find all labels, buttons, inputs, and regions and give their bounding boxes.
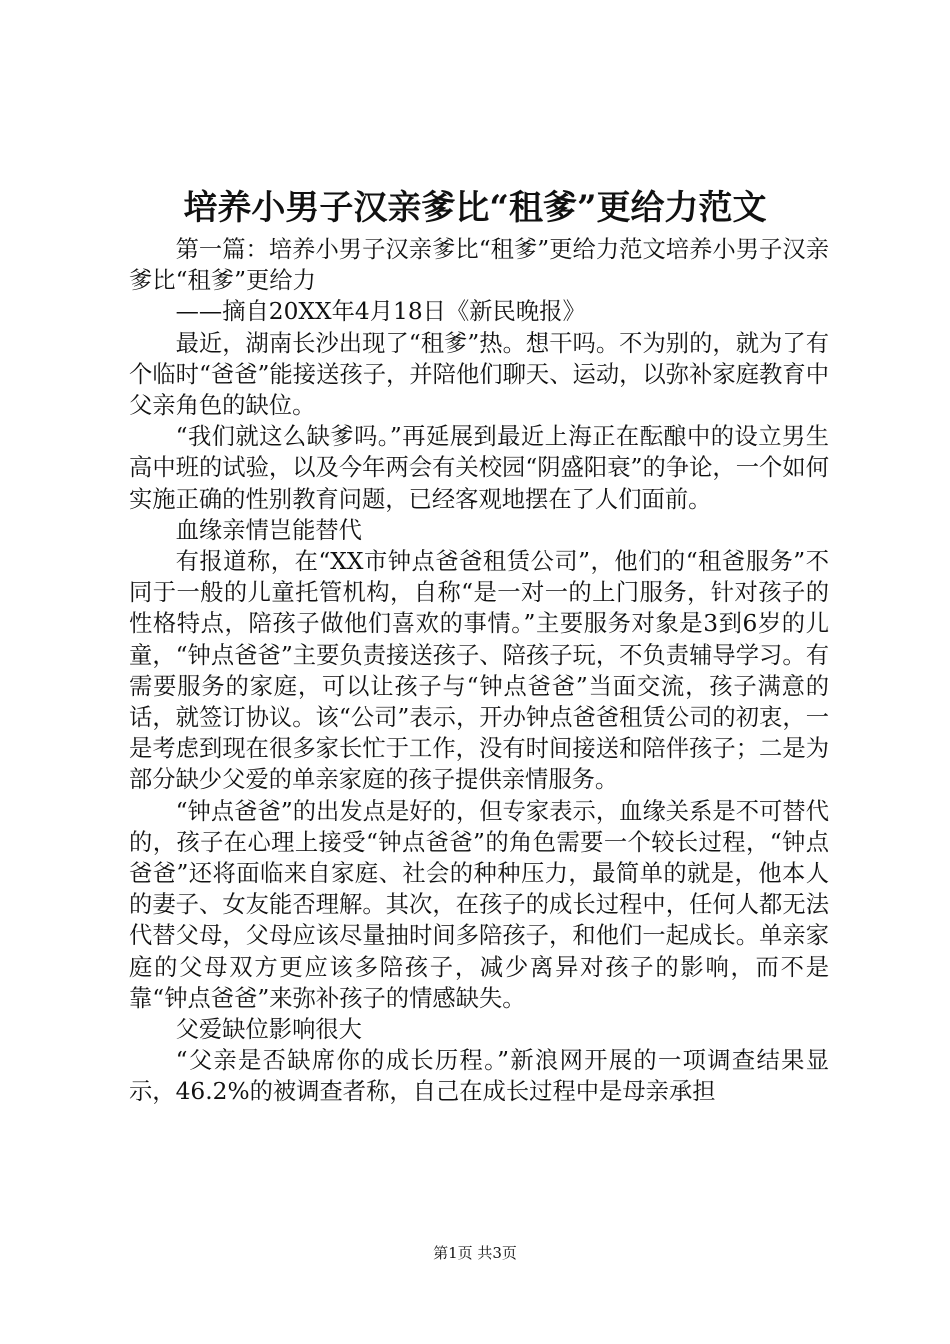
- paragraph-source: ——摘自20XX年4月18日《新民晚报》: [175, 298, 586, 326]
- paragraph-intro: 第一篇：培养小男子汉亲爹比“租爹”更给力范文培养小男子汉亲爹比“租爹”更给力: [129, 236, 829, 295]
- paragraph: “父亲是否缺席你的成长历程。”新浪网开展的一项调查结果显示，46.2%的被调查者称，自己在成长过程中是母亲承担: [129, 1047, 829, 1106]
- section-heading: 血缘亲情岂能替代: [175, 516, 362, 544]
- paragraph: “我们就这么缺爹吗。”再延展到最近上海正在酝酿中的设立男生高中班的试验，以及今年两会有关校园“阴盛阳衰”的争论，一个如何实施正确的性别教育问题，已经客观地摆在了人们面前。: [129, 423, 829, 513]
- paragraph: 有报道称，在“XX市钟点爸爸租赁公司”，他们的“租爸服务”不同于一般的儿童托管机构，自称“是一对一的上门服务，针对孩子的性格特点，陪孩子做他们喜欢的事情。”主要服务对象是3到6岁的儿童，“钟点爸爸”主要负责接送孩子、陪孩子玩，不负责辅导学习。有需要服务的家庭，可以让孩子与“钟点爸爸”当面交流，孩子满意的话，就签订协议。该“公司”表示，开办钟点爸爸租赁公司的初衷，一是考虑到现在很多家长忙于工作，没有时间接送和陪伴孩子；二是为部分缺少父爱的单亲家庭的孩子提供亲情服务。: [129, 548, 829, 794]
- document-body: [129, 234, 829, 1108]
- paragraph: 最近，湖南长沙出现了“租爹”热。想干吗。不为别的，就为了有个临时“爸爸”能接送孩子，并陪他们聊天、运动，以弥补家庭教育中父亲角色的缺位。: [129, 329, 829, 420]
- section-heading: 父爱缺位影响很大: [175, 1016, 362, 1044]
- paragraph: “钟点爸爸”的出发点是好的，但专家表示，血缘关系是不可替代的，孩子在心理上接受“钟点爸爸”的角色需要一个较长过程，“钟点爸爸”还将面临来自家庭、社会的种种压力，最简单的就是，他本人的妻子、女友能否理解。其次，在孩子的成长过程中，任何人都无法代替父母，父母应该尽量抽时间多陪孩子，和他们一起成长。单亲家庭的父母双方更应该多陪孩子，减少离异对孩子的影响，而不是靠“钟点爸爸”来弥补孩子的情感缺失。: [129, 797, 829, 1012]
- page-footer: 第1页 共3页: [433, 1244, 517, 1262]
- document-title: 培养小男子汉亲爹比“租爹”更给力范文: [183, 188, 767, 228]
